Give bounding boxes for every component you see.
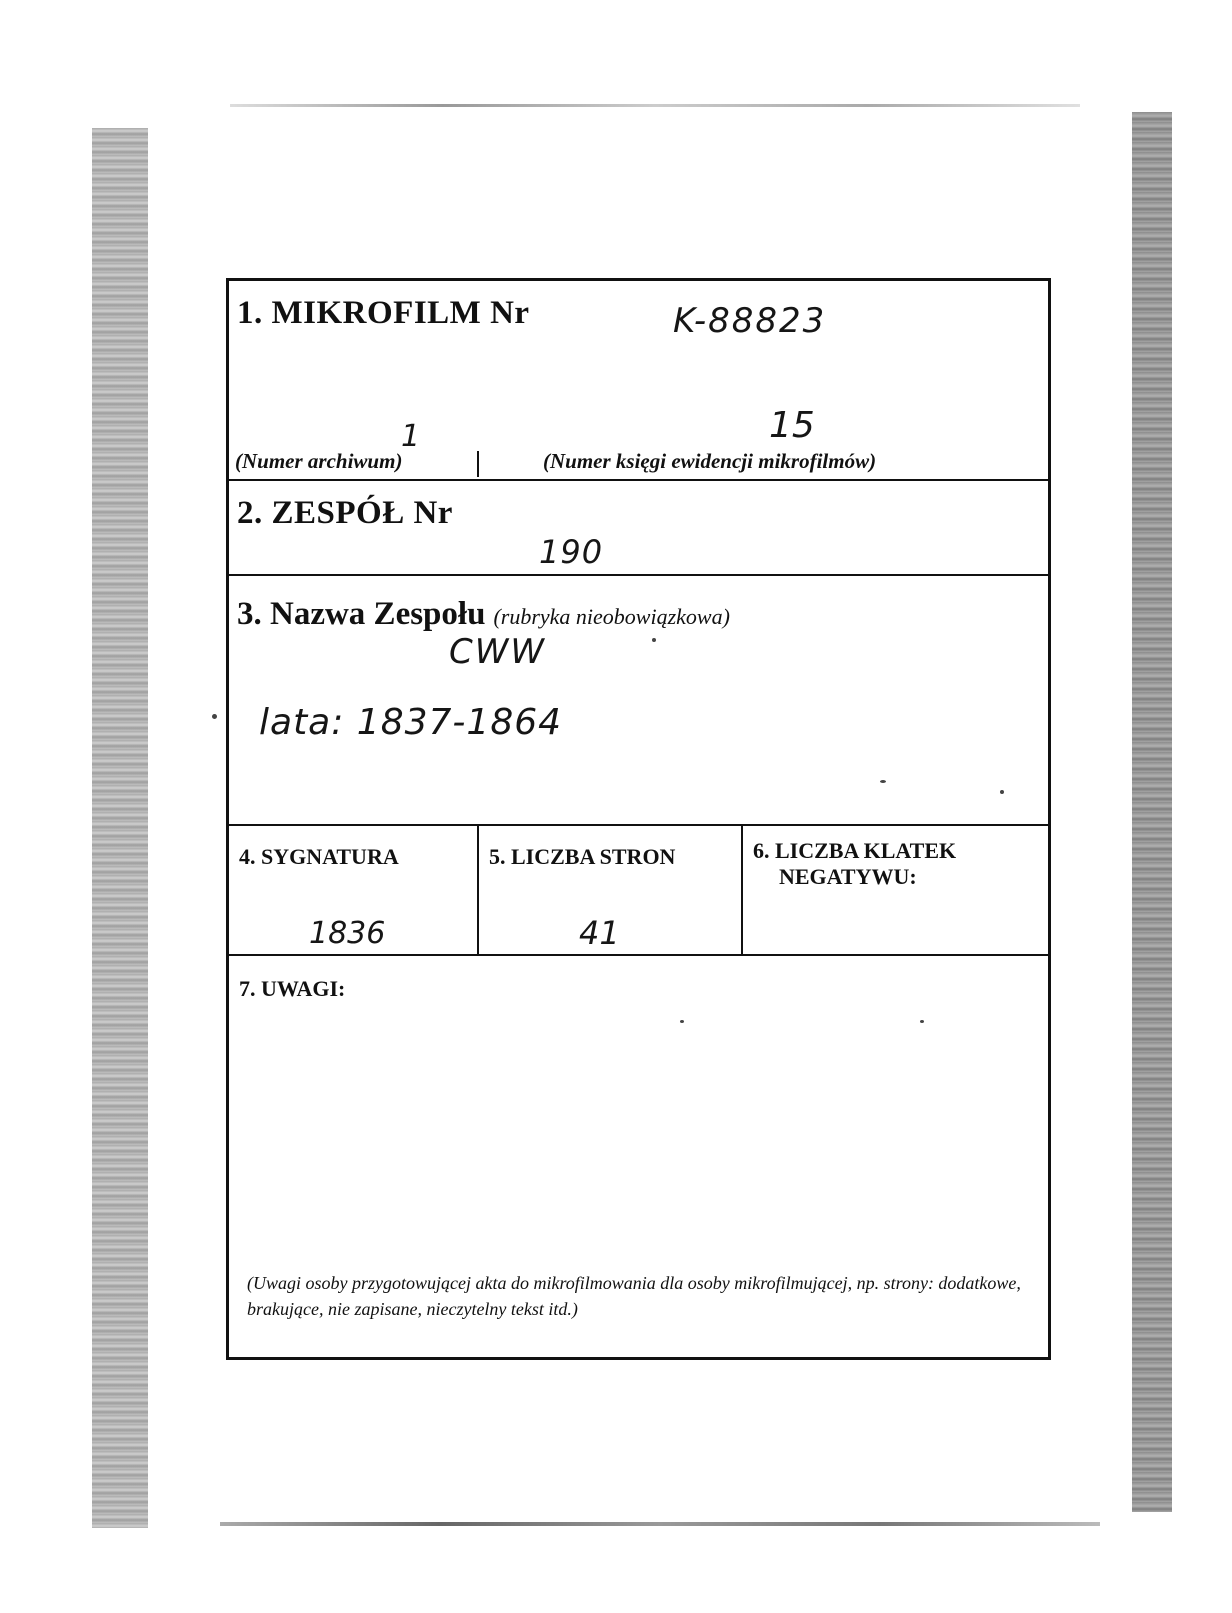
zespol-title: 2. ZESPÓŁ Nr xyxy=(237,495,453,531)
cell-sygnatura xyxy=(229,826,479,954)
years-handwritten: lata: 1837-1864 xyxy=(259,702,563,743)
scan-speck xyxy=(212,714,217,719)
scan-speck xyxy=(1000,790,1004,794)
book-number-caption: (Numer księgi ewidencji mikrofilmów) xyxy=(543,449,877,473)
caption-divider xyxy=(477,451,479,477)
section-details-row xyxy=(229,826,1048,956)
scan-top-edge xyxy=(230,104,1080,107)
scan-shadow-right xyxy=(1132,112,1172,1512)
liczba-klatek-label-line2: NEGATYWU: xyxy=(779,864,917,890)
scan-speck xyxy=(652,638,656,642)
liczba-klatek-label xyxy=(753,838,956,891)
zespol-number-handwritten: 190 xyxy=(539,533,604,571)
book-number-handwritten: 15 xyxy=(769,405,815,446)
cell-liczba-stron xyxy=(479,826,743,954)
section-zespol xyxy=(229,481,1048,576)
section-nazwa-zespolu xyxy=(229,576,1048,826)
archive-number-caption: (Numer archiwum) xyxy=(235,449,403,473)
section-mikrofilm xyxy=(229,281,1048,481)
mikrofilm-number-handwritten: K-88823 xyxy=(673,301,827,341)
zespol-name-handwritten: CWW xyxy=(449,632,546,672)
microfilm-form xyxy=(226,278,1051,1360)
scan-shadow-left xyxy=(92,128,148,1528)
liczba-stron-label: 5. LICZBA STRON xyxy=(489,844,676,869)
sygnatura-handwritten: 1836 xyxy=(309,916,386,951)
mikrofilm-title: 1. MIKROFILM Nr xyxy=(237,295,530,331)
liczba-klatek-label-line1: 6. LICZBA KLATEK xyxy=(753,838,957,863)
archive-number-handwritten: 1 xyxy=(401,419,421,454)
optional-field-note: (rubryka nieobowiązkowa) xyxy=(493,604,730,629)
uwagi-label: 7. UWAGI: xyxy=(239,976,346,1001)
uwagi-instructions: (Uwagi osoby przygotowującej akta do mikrofilmowania dla osoby mikrofilmującej, np. strony: dodatkowe, brakujące, nie zapisane, nieczytelny tekst itd.) xyxy=(247,1273,1021,1320)
section-uwagi xyxy=(229,956,1048,1360)
nazwa-zespolu-label: 3. Nazwa Zespołu xyxy=(237,596,486,632)
cell-liczba-klatek xyxy=(743,826,1048,954)
liczba-stron-handwritten: 41 xyxy=(579,914,620,952)
nazwa-zespolu-title xyxy=(237,596,730,633)
scan-speck xyxy=(920,1020,924,1023)
scan-speck xyxy=(680,1020,684,1023)
sygnatura-label: 4. SYGNATURA xyxy=(239,844,399,869)
scan-bottom-edge xyxy=(220,1522,1100,1526)
scan-speck xyxy=(880,780,886,783)
